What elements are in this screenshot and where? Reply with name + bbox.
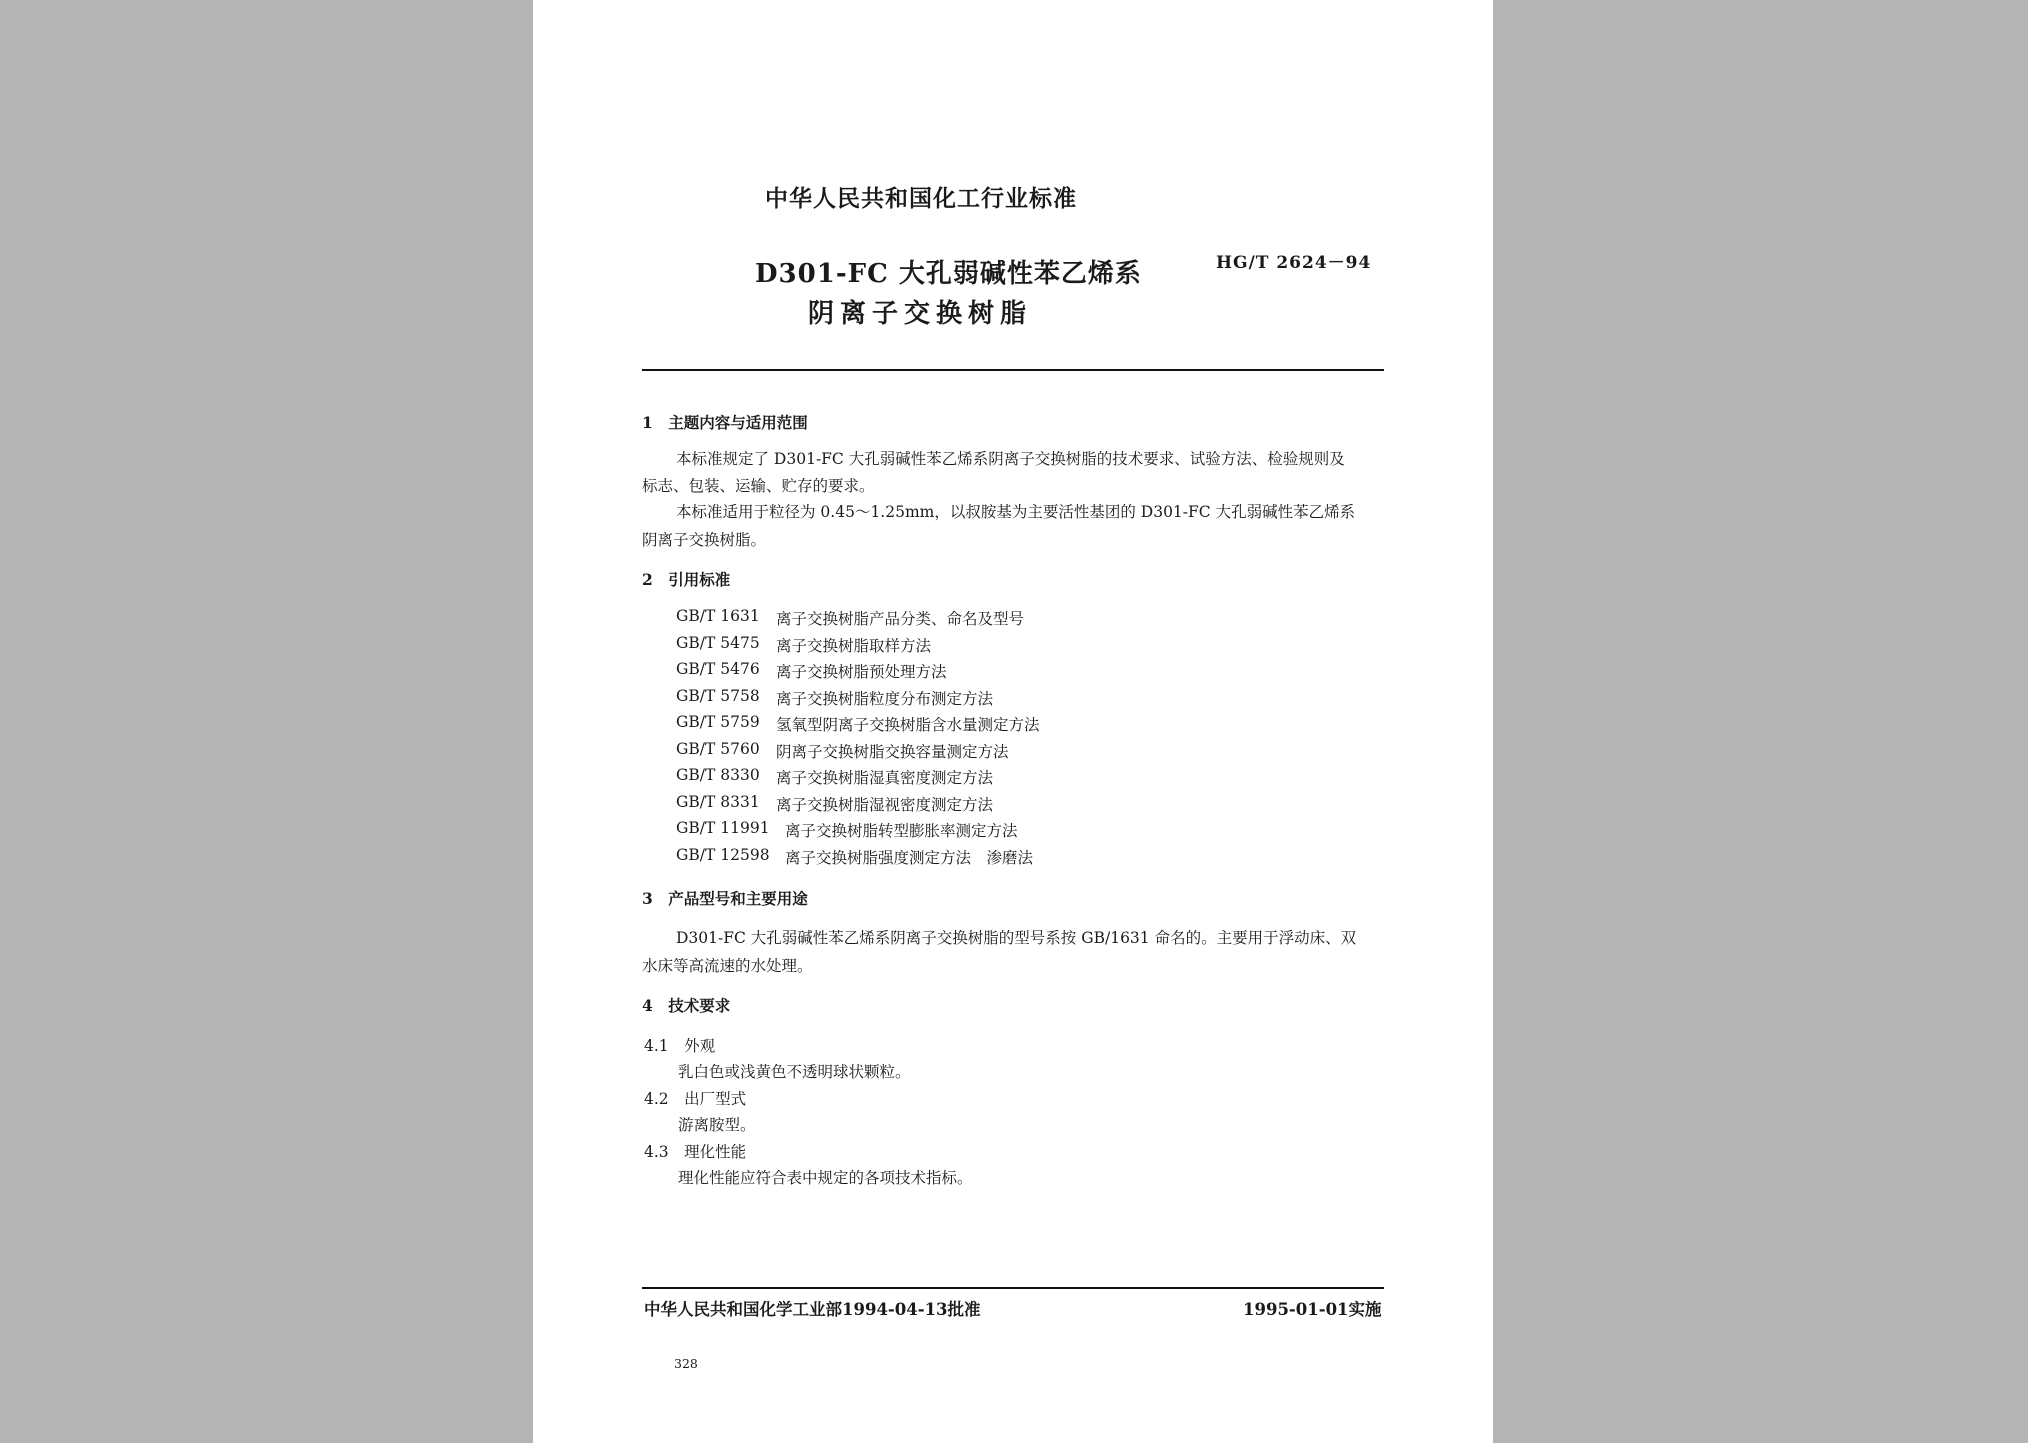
reference-title: 离子交换树脂转型膨胀率测定方法 [785, 822, 1018, 840]
document-page [533, 0, 1493, 1443]
header-divider [642, 369, 1384, 371]
reference-title: 离子交换树脂取样方法 [776, 637, 932, 655]
reference-code: GB/T 5758 [676, 687, 760, 705]
reference-code: GB/T 11991 [676, 819, 770, 837]
subsection-text: 理化性能应符合表中规定的各项技术指标。 [678, 1169, 973, 1187]
subsection-heading: 4.2 出厂型式 [644, 1090, 747, 1108]
standard-code: HG/T 2624－94 [1216, 253, 1372, 273]
reference-title: 离子交换树脂强度测定方法 渗磨法 [785, 849, 1034, 867]
subsection-text: 乳白色或浅黄色不透明球状颗粒。 [678, 1063, 911, 1081]
reference-code: GB/T 5475 [676, 634, 760, 652]
effective-date: 1995-01-01实施 [1243, 1300, 1382, 1319]
document-title-line-1: D301-FC 大孔弱碱性苯乙烯系 [755, 259, 1142, 289]
section-1-paragraph-line: 阴离子交换树脂。 [642, 531, 767, 549]
reference-code: GB/T 5759 [676, 713, 760, 731]
section-1-paragraph-line: 标志、包装、运输、贮存的要求。 [642, 477, 875, 495]
reference-title: 氢氧型阴离子交换树脂含水量测定方法 [776, 716, 1040, 734]
document-title-line-2: 阴离子交换树脂 [808, 299, 1033, 329]
approval-statement: 中华人民共和国化学工业部1994-04-13批准 [644, 1300, 981, 1319]
section-1-heading: 1 主题内容与适用范围 [642, 413, 808, 432]
reference-code: GB/T 12598 [676, 846, 770, 864]
section-3-paragraph-line: D301-FC 大孔弱碱性苯乙烯系阴离子交换树脂的型号系按 GB/1631 命名的。主要用于浮动床、双 [676, 929, 1357, 947]
reference-title: 离子交换树脂预处理方法 [776, 663, 947, 681]
reference-title: 离子交换树脂湿视密度测定方法 [776, 796, 994, 814]
reference-code: GB/T 8330 [676, 766, 760, 784]
section-4-heading: 4 技术要求 [642, 996, 731, 1015]
reference-code: GB/T 1631 [676, 607, 760, 625]
page-number: 328 [674, 1356, 698, 1371]
subsection-text: 游离胺型。 [678, 1116, 756, 1134]
section-3-heading: 3 产品型号和主要用途 [642, 889, 808, 908]
reference-title: 离子交换树脂粒度分布测定方法 [776, 690, 994, 708]
issuing-authority: 中华人民共和国化工行业标准 [765, 185, 1077, 212]
section-1-paragraph-line: 本标准适用于粒径为 0.45～1.25mm，以叔胺基为主要活性基团的 D301-FC 大孔弱碱性苯乙烯系 [676, 503, 1356, 521]
section-2-heading: 2 引用标准 [642, 570, 731, 589]
footer-divider [642, 1287, 1384, 1289]
subsection-heading: 4.3 理化性能 [644, 1143, 747, 1161]
reference-title: 阴离子交换树脂交换容量测定方法 [776, 743, 1009, 761]
reference-code: GB/T 5760 [676, 740, 760, 758]
subsection-heading: 4.1 外观 [644, 1037, 716, 1055]
reference-title: 离子交换树脂产品分类、命名及型号 [776, 610, 1025, 628]
reference-code: GB/T 5476 [676, 660, 760, 678]
section-3-paragraph-line: 水床等高流速的水处理。 [642, 957, 813, 975]
reference-code: GB/T 8331 [676, 793, 760, 811]
reference-title: 离子交换树脂湿真密度测定方法 [776, 769, 994, 787]
section-1-paragraph-line: 本标准规定了 D301-FC 大孔弱碱性苯乙烯系阴离子交换树脂的技术要求、试验方法、检验规则及 [676, 450, 1345, 468]
